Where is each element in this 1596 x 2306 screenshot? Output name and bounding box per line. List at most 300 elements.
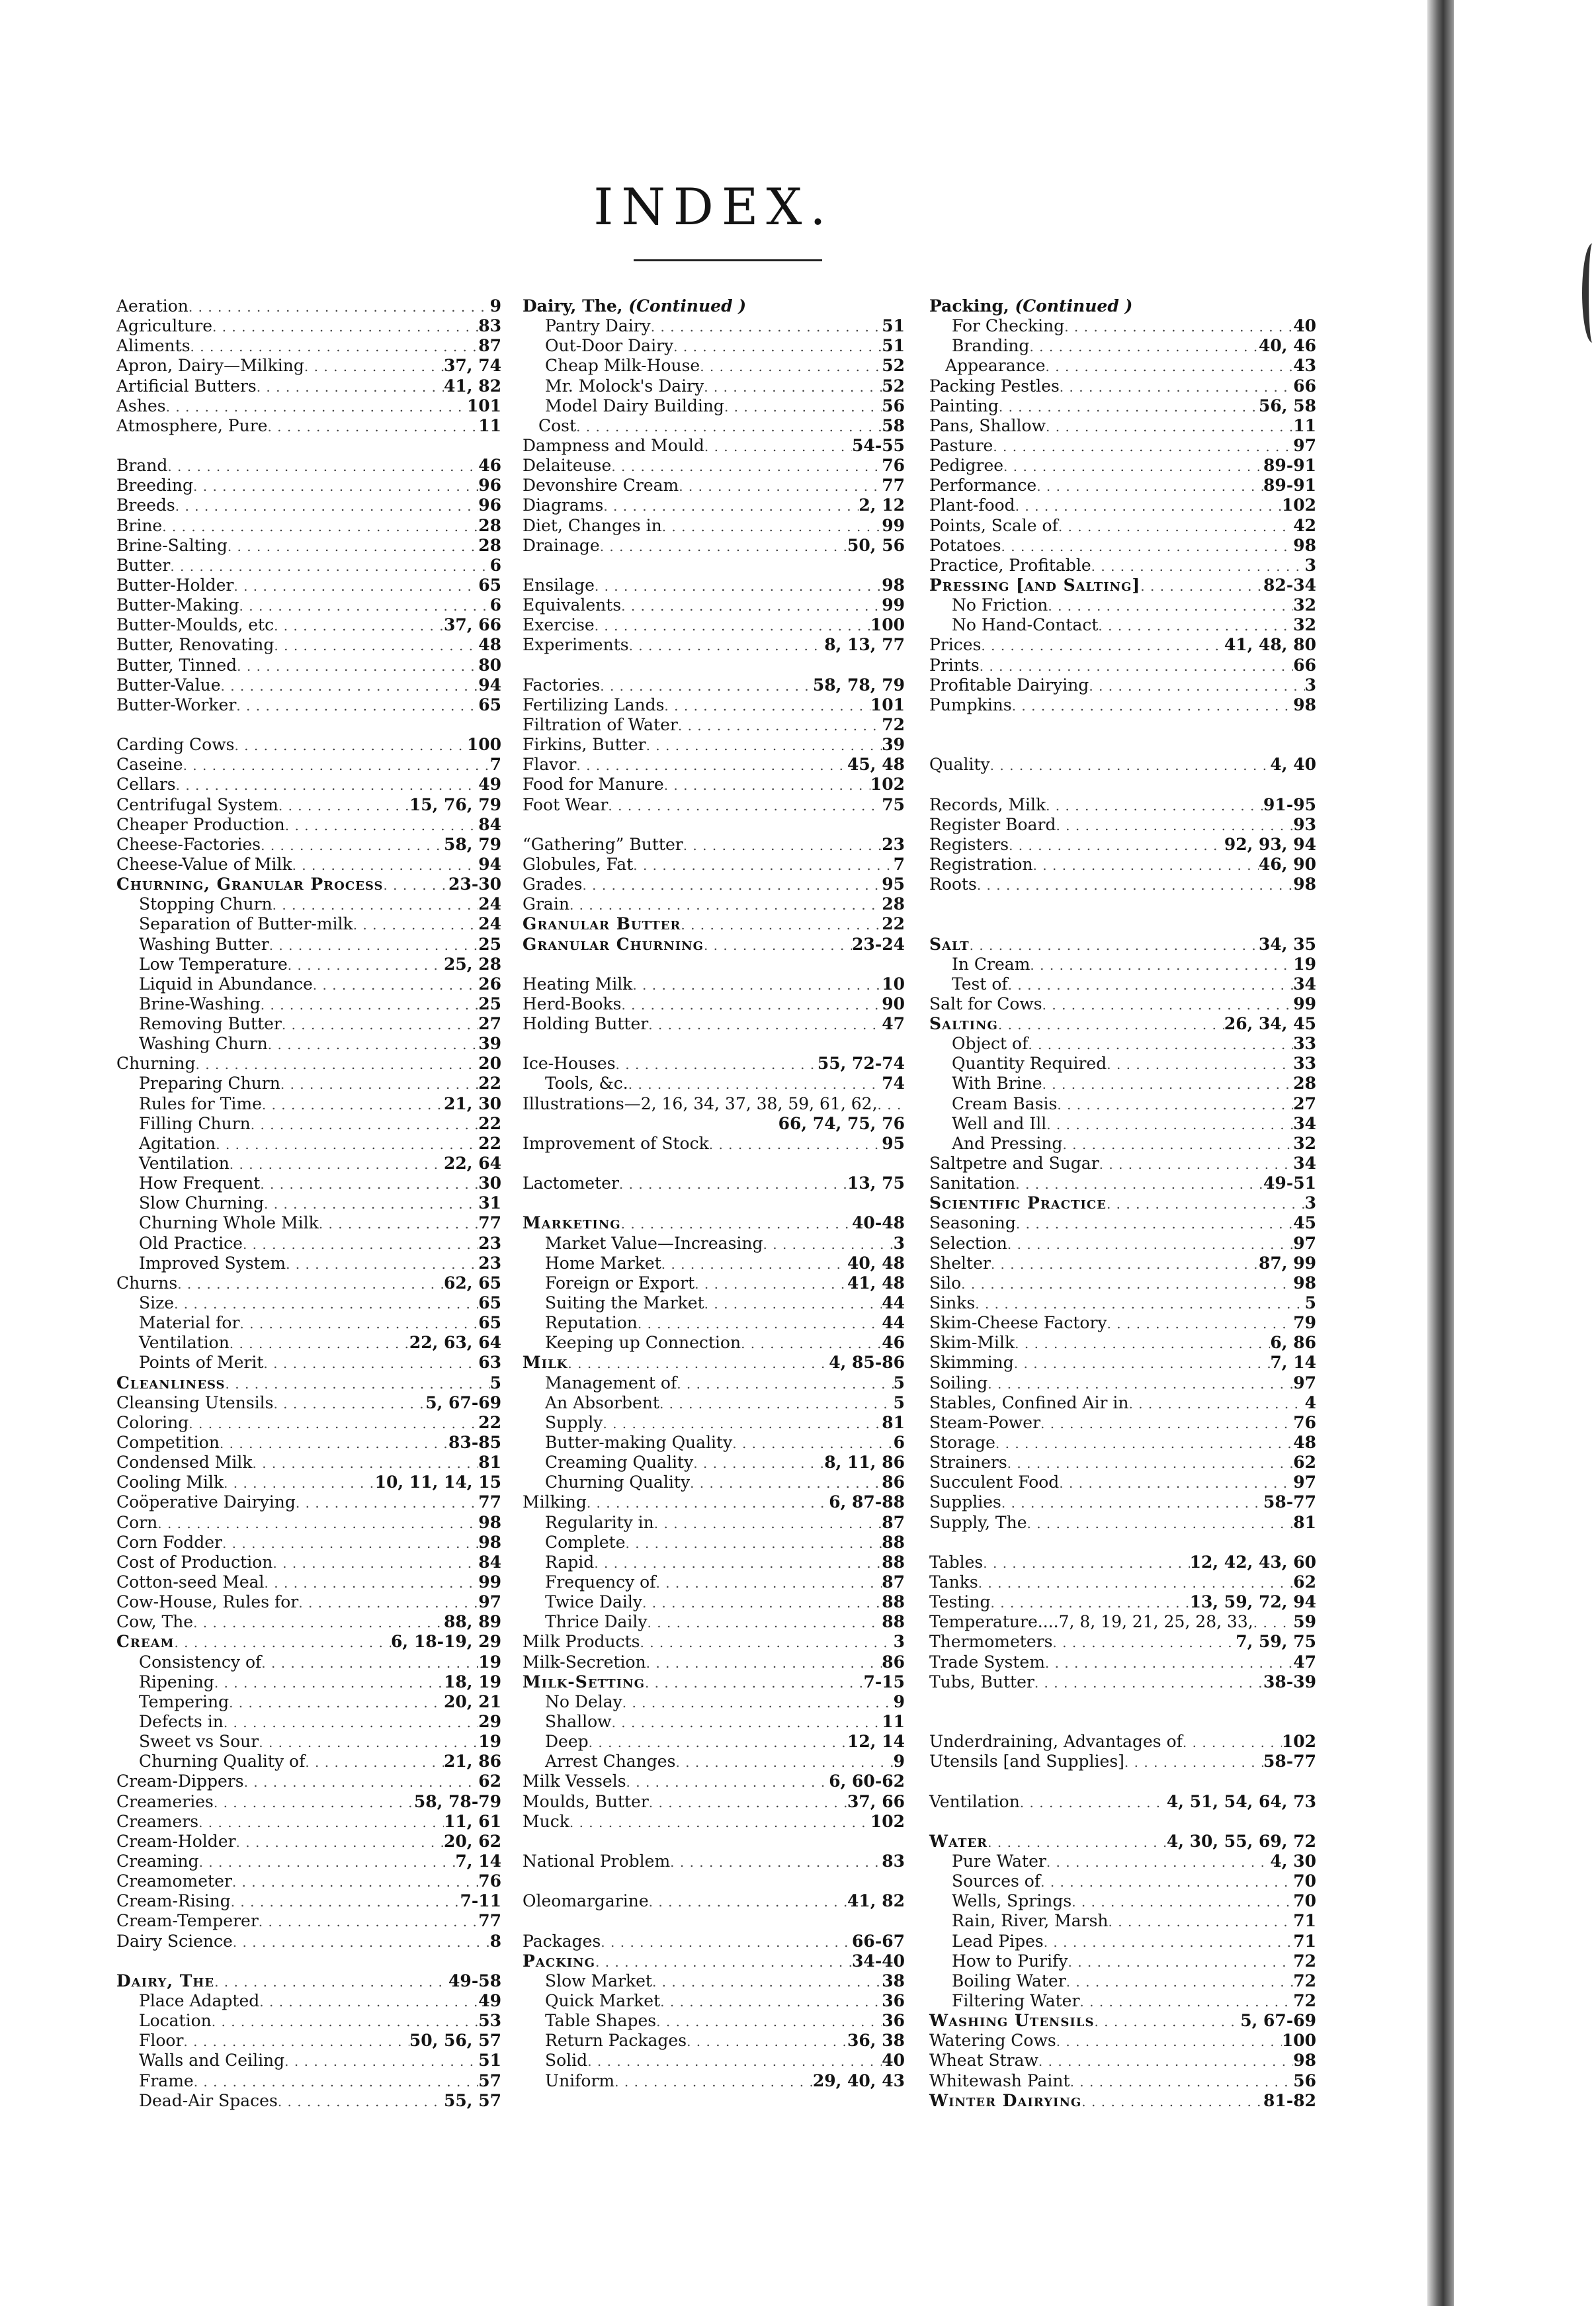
entry-pages: 97 [1293, 1233, 1316, 1253]
entry-term: Home Market [545, 1253, 661, 1273]
dot-leader [993, 437, 1293, 456]
entry-pages: 37, 66 [847, 1791, 905, 1811]
index-subentry [523, 1612, 905, 1632]
entry-term: No Friction [952, 595, 1048, 615]
entry-term: Floor [139, 2031, 184, 2051]
entry-term: Uniform [545, 2071, 615, 2090]
index-entry [523, 1891, 905, 1911]
dot-leader [724, 397, 882, 417]
index-entry [116, 595, 501, 615]
entry-pages: 29 [478, 1711, 501, 1731]
entry-term: Registration [929, 854, 1033, 874]
index-subentry [523, 2011, 905, 2031]
dot-leader [600, 536, 847, 556]
entry-pages: 58-77 [1263, 1752, 1316, 1772]
index-entry [523, 1951, 905, 1971]
dot-leader [983, 1553, 1189, 1573]
entry-term: Deep [545, 1732, 589, 1752]
entry-term: Ice-Houses [523, 1054, 616, 1074]
entry-pages: 9 [893, 1691, 905, 1711]
index-entry [116, 1393, 501, 1413]
index-entry [929, 1473, 1316, 1492]
entry-term: Cream-Rising [116, 1891, 231, 1911]
index-entry [929, 476, 1316, 495]
entry-pages: 76 [1293, 1412, 1316, 1432]
dot-leader [961, 1274, 1293, 1294]
entry-pages: 44 [882, 1313, 905, 1333]
entry-term: With Brine [952, 1074, 1042, 1093]
dot-leader [1048, 596, 1293, 616]
entry-term: Pans, Shallow [929, 415, 1046, 435]
entry-term: Butter-Holder [116, 575, 234, 595]
dot-leader [998, 1015, 1224, 1035]
index-subentry [116, 894, 501, 914]
index-entry [523, 855, 905, 875]
dot-leader [569, 895, 882, 915]
entry-pages: 88 [882, 1552, 905, 1572]
index-entry [929, 1213, 1316, 1233]
entry-pages: 46, 90 [1259, 854, 1316, 874]
entry-term: Butter, Renovating [116, 635, 274, 655]
entry-pages: 98 [1293, 535, 1316, 555]
entry-pages: 15, 76, 79 [409, 794, 501, 814]
index-subentry [116, 2091, 501, 2111]
dot-leader [1071, 1892, 1293, 1912]
spacer [929, 775, 1316, 794]
index-subentry [523, 1293, 905, 1313]
entry-pages: 91-95 [1263, 794, 1316, 814]
entry-pages: 11 [478, 415, 501, 435]
entry-term: Carding Cows [116, 735, 235, 755]
entry-term: Cleansing Utensils [116, 1392, 274, 1412]
entry-pages: 55, 57 [444, 2090, 501, 2110]
index-entry [929, 1333, 1316, 1353]
entry-term: Boiling Water [952, 1971, 1066, 1990]
entry-pages: 82-34 [1263, 575, 1316, 595]
entry-term: Table Shapes [545, 2011, 657, 2031]
entry-pages: 13, 59, 72, 94 [1189, 1592, 1316, 1612]
dot-leader [174, 1633, 391, 1652]
entry-pages: 88 [882, 1532, 905, 1552]
index-entry [116, 1932, 501, 1951]
dot-leader [626, 1533, 882, 1553]
spacer [929, 715, 1316, 735]
dot-leader [633, 855, 893, 875]
entry-term: Management of [545, 1373, 677, 1392]
entry-term: Brine-Washing [139, 994, 261, 1013]
index-entry [116, 775, 501, 794]
dot-leader [1057, 1095, 1293, 1115]
entry-term: Thermometers [929, 1632, 1053, 1652]
index-subentry [523, 1473, 905, 1492]
entry-term: Records, Milk [929, 794, 1046, 814]
dot-leader [1107, 1054, 1293, 1074]
entry-pages: 7, 14 [455, 1851, 501, 1871]
entry-term: Milk [523, 1353, 568, 1373]
entry-pages: 34 [1293, 1154, 1316, 1174]
dot-leader [619, 1174, 847, 1194]
dot-leader [237, 656, 478, 676]
entry-pages: 26 [478, 974, 501, 994]
entry-pages: 34-40 [852, 1951, 905, 1971]
entry-term: Coloring [116, 1412, 189, 1432]
index-entry [116, 556, 501, 576]
index-entry [116, 536, 501, 556]
index-entry [116, 755, 501, 775]
entry-pages: 72 [882, 714, 905, 734]
index-entry [929, 1572, 1316, 1592]
entry-pages: 26, 34, 45 [1224, 1014, 1316, 1034]
dot-leader [222, 1533, 478, 1553]
entry-term: Quick Market [545, 1990, 661, 2010]
dot-leader [987, 1832, 1167, 1852]
entry-pages: 42 [1293, 515, 1316, 535]
entry-pages: 102 [1281, 1732, 1316, 1752]
entry-pages: 66-67 [852, 1931, 905, 1951]
index-entry [929, 1792, 1316, 1812]
index-entry [116, 1433, 501, 1453]
entry-term: Caseine [116, 755, 183, 775]
entry-pages: 98 [478, 1532, 501, 1552]
index-entry [929, 1832, 1316, 1852]
index-entry [929, 1513, 1316, 1533]
dot-leader [704, 377, 882, 397]
index-entry [929, 1453, 1316, 1473]
entry-term: Aeration [116, 296, 189, 316]
entry-pages: 76 [478, 1871, 501, 1891]
dot-leader [1015, 1174, 1263, 1194]
dot-leader [1099, 1154, 1294, 1174]
index-subentry [523, 356, 905, 376]
entry-term: Pantry Dairy [545, 316, 651, 336]
dot-leader [661, 1254, 847, 1274]
index-entry [116, 516, 501, 536]
entry-pages: 56 [1293, 2071, 1316, 2090]
entry-pages: 23-24 [852, 934, 905, 954]
entry-pages: 94 [478, 854, 501, 874]
entry-term: No Hand-Contact [952, 615, 1099, 635]
entry-term: Agitation [139, 1133, 216, 1153]
entry-term: Creamometer [116, 1871, 232, 1891]
entry-pages: 81 [882, 1412, 905, 1432]
dot-leader [1046, 1852, 1271, 1872]
dot-leader [174, 1294, 478, 1314]
dot-leader [648, 1613, 882, 1633]
index-entry [116, 835, 501, 855]
index-entry [929, 436, 1316, 456]
entry-pages: 95 [882, 1133, 905, 1153]
entry-term: Equivalents [523, 595, 622, 615]
entry-term: Coöperative Dairying [116, 1492, 296, 1512]
index-subentry [523, 336, 905, 356]
index-entry [523, 1353, 905, 1373]
index-entry [929, 1273, 1316, 1293]
entry-pages: 6 [489, 555, 501, 575]
spacer [523, 1154, 905, 1174]
index-entry [929, 2031, 1316, 2051]
spacer [929, 914, 1316, 934]
entry-pages: 28 [882, 894, 905, 914]
index-entry [523, 1792, 905, 1812]
entry-pages: 83 [882, 1851, 905, 1871]
entry-term: Plant-food [929, 495, 1015, 515]
entry-term: Aliments [116, 336, 190, 356]
dot-leader [319, 1214, 478, 1234]
entry-term: Washing Butter [139, 934, 269, 954]
entry-term: Creaming [116, 1851, 199, 1871]
entry-term: Defects in [139, 1711, 224, 1731]
entry-pages: 7, 14 [1270, 1353, 1316, 1373]
entry-pages: 31 [478, 1193, 501, 1213]
entry-term: Diagrams [523, 495, 604, 515]
entry-term: Filtering Water [952, 1990, 1080, 2010]
entry-pages: 3 [893, 1233, 905, 1253]
dot-leader [259, 1992, 478, 2012]
dot-leader [189, 297, 490, 317]
index-entry [929, 1632, 1316, 1652]
entry-pages: 6, 87-88 [829, 1492, 905, 1512]
index-subentry [523, 1991, 905, 2011]
entry-term: Suiting the Market [545, 1293, 704, 1313]
entry-term: Cost of Production [116, 1552, 273, 1572]
heading-term: Packing, [929, 296, 1015, 316]
entry-pages: 92, 93, 94 [1224, 834, 1316, 854]
entry-pages: 5 [893, 1392, 905, 1412]
entry-term: Apron, Dairy—Milking [116, 356, 304, 376]
entry-term: Pedigree [929, 456, 1004, 476]
entry-term: Grain [523, 894, 569, 914]
entry-pages: 8, 11, 86 [824, 1453, 905, 1473]
entry-pages: 6, 60-62 [829, 1772, 905, 1791]
entry-pages: 59 [1293, 1612, 1316, 1632]
entry-pages: 34 [1293, 1113, 1316, 1133]
index-subentry [929, 356, 1316, 376]
index-entry [929, 656, 1316, 675]
entry-pages: 6 [893, 1433, 905, 1453]
index-entry [523, 1213, 905, 1233]
dot-leader [189, 1414, 478, 1433]
index-subentry [523, 1254, 905, 1273]
entry-term: Sources of [952, 1871, 1041, 1891]
dot-leader [612, 1713, 882, 1732]
entry-pages: 4, 40 [1270, 755, 1316, 775]
entry-term: Cream-Holder [116, 1831, 236, 1851]
entry-pages: 98 [1293, 1273, 1316, 1293]
entry-pages: 9 [893, 1752, 905, 1772]
dot-leader [1046, 1115, 1293, 1134]
dot-leader [285, 816, 478, 835]
entry-pages: 58, 78, 79 [812, 675, 905, 695]
index-subentry [523, 1712, 905, 1732]
entry-term: Dead-Air Spaces [139, 2090, 278, 2110]
entry-pages: 5 [893, 1373, 905, 1392]
dot-leader [214, 1793, 414, 1813]
entry-pages: 27 [1293, 1093, 1316, 1113]
entry-pages: 63 [478, 1353, 501, 1373]
entry-pages: 25 [478, 994, 501, 1013]
dot-leader [1124, 1752, 1263, 1772]
entry-term: Storage [929, 1433, 995, 1453]
index-subentry [523, 1513, 905, 1533]
dot-leader [195, 1054, 478, 1074]
entry-pages: 87 [882, 1572, 905, 1592]
entry-term: Milk Products [523, 1632, 640, 1652]
dot-leader [1091, 556, 1305, 576]
index-subentry [929, 1074, 1316, 1093]
dot-leader [664, 775, 870, 795]
entry-term: National Problem [523, 1851, 671, 1871]
index-entry [929, 755, 1316, 775]
entry-term: No Delay [545, 1691, 622, 1711]
index-entry [929, 396, 1316, 416]
entry-term: Potatoes [929, 535, 1001, 555]
entry-term: Butter-Value [116, 675, 221, 695]
entry-term: Ensilage [523, 575, 595, 595]
entry-term: Butter-making Quality [545, 1433, 733, 1453]
entry-pages: 40, 46 [1259, 336, 1316, 356]
dot-leader [576, 417, 882, 437]
entry-term: Old Practice [139, 1233, 243, 1253]
entry-pages: 100 [466, 735, 501, 755]
entry-term: Churning Whole Milk [139, 1213, 319, 1233]
dot-leader [587, 1493, 829, 1513]
dot-leader [190, 337, 479, 357]
index-subentry [929, 1852, 1316, 1871]
entry-term: Rain, River, Marsh [952, 1911, 1109, 1931]
index-entry [929, 1234, 1316, 1254]
entry-term: Brine [116, 515, 163, 535]
index-entry [929, 835, 1316, 855]
entry-pages: 88 [882, 1592, 905, 1612]
entry-pages: 58 [882, 415, 905, 435]
entry-pages: 32 [1293, 615, 1316, 635]
index-subentry [523, 1572, 905, 1592]
dot-leader [649, 1892, 847, 1912]
index-entry [116, 675, 501, 695]
dot-leader [1107, 1194, 1305, 1214]
index-entry [523, 615, 905, 635]
index-entry [523, 1492, 905, 1512]
entry-term: Location [139, 2011, 212, 2031]
index-entry [523, 1054, 905, 1074]
dot-leader [576, 755, 847, 775]
dot-leader [645, 1673, 864, 1693]
entry-term: Cheap Milk-House [545, 356, 700, 376]
spacer [523, 556, 905, 576]
index-entry [116, 1513, 501, 1533]
entry-pages: 41, 82 [847, 1891, 905, 1911]
dot-leader [582, 875, 882, 895]
index-subentry [116, 1692, 501, 1712]
dot-leader [621, 995, 882, 1015]
entry-pages: 33 [1293, 1034, 1316, 1054]
entry-pages: 86 [882, 1652, 905, 1672]
entry-pages: 41, 82 [444, 376, 501, 396]
entry-term: Oleomargarine [523, 1891, 649, 1911]
dot-leader [878, 1095, 905, 1115]
dot-leader [1046, 357, 1294, 376]
entry-pages: 102 [870, 775, 905, 794]
dot-leader [233, 576, 478, 596]
entry-term: Temperature....7, 8, 19, 21, 25, 28, 33, [929, 1612, 1253, 1632]
entry-pages: 90 [882, 994, 905, 1013]
entry-term: Rules for Time [139, 1093, 262, 1113]
dot-leader [286, 1254, 478, 1274]
index-subentry [929, 1911, 1316, 1931]
index-subentry [116, 1672, 501, 1692]
spacer [523, 656, 905, 675]
entry-pages: 96 [478, 476, 501, 495]
index-entry [929, 855, 1316, 875]
entry-term: Watering Cows [929, 2031, 1056, 2051]
spacer [116, 436, 501, 456]
entry-pages: 8, 13, 77 [824, 635, 905, 655]
dot-leader [259, 1732, 478, 1752]
index-subentry [116, 1174, 501, 1193]
index-entry [929, 2091, 1316, 2111]
entry-pages: 57 [478, 2071, 501, 2090]
dot-leader [1089, 676, 1304, 696]
entry-term: Model Dairy Building [545, 396, 724, 415]
dot-leader [654, 1514, 882, 1533]
dot-leader [260, 1174, 478, 1194]
entry-term: Food for Manure [523, 775, 664, 794]
dot-leader [274, 636, 478, 656]
entry-pages: 22 [478, 1133, 501, 1153]
dot-leader [1042, 1074, 1294, 1094]
dot-leader [262, 1095, 444, 1115]
entry-pages: 70 [1293, 1871, 1316, 1891]
index-subentry [523, 1413, 905, 1433]
entry-term: Quality [929, 755, 990, 775]
entry-pages: 2, 12 [859, 495, 905, 515]
index-column-3 [929, 296, 1316, 2111]
entry-term: Muck [523, 1811, 569, 1831]
dot-leader [991, 1593, 1190, 1613]
entry-pages: 75 [882, 794, 905, 814]
index-entry [116, 1612, 501, 1632]
index-subentry [116, 1293, 501, 1313]
entry-term: Skimming [929, 1353, 1014, 1373]
dot-leader [648, 1015, 882, 1035]
entry-pages: 87 [478, 336, 501, 356]
index-entry [929, 1353, 1316, 1373]
index-entry [523, 516, 905, 536]
dot-leader [273, 1394, 425, 1414]
dot-leader [679, 476, 882, 496]
entry-pages: 40 [1293, 316, 1316, 336]
dot-leader [1052, 1633, 1236, 1652]
index-entry [523, 1652, 905, 1672]
entry-term: Butter-Worker [116, 695, 237, 714]
entry-pages: 65 [478, 575, 501, 595]
dot-leader [232, 1872, 478, 1892]
index-subentry [523, 2051, 905, 2071]
index-entry [523, 994, 905, 1014]
entry-term: Cellars [116, 775, 176, 794]
dot-leader [662, 517, 882, 536]
dot-leader [632, 975, 882, 995]
entry-term: How Frequent [139, 1174, 261, 1193]
entry-pages: 7 [893, 854, 905, 874]
dot-leader [1007, 1234, 1293, 1254]
index-entry [929, 1413, 1316, 1433]
entry-term: Sweet vs Sour [139, 1732, 259, 1752]
entry-term: Trade System [929, 1652, 1045, 1672]
entry-term: Well and Ill [952, 1113, 1047, 1133]
spacer [523, 955, 905, 974]
entry-term: Roots [929, 875, 977, 894]
